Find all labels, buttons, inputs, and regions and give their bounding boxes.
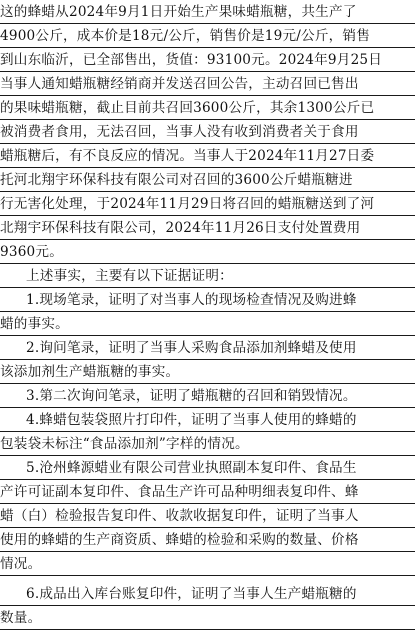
text-line-content: 北翔宇环保科技有限公司，2024年11月26日支付处置费用: [0, 220, 361, 236]
evidence-item: [0, 290, 415, 312]
text-line: [0, 98, 415, 120]
text-line-content: 4.蜂蜡包装袋照片打印件，证明了当事人使用的蜂蜡的: [26, 412, 357, 428]
text-line-content: 包装袋未标注“食品添加剂”字样的情况。: [0, 436, 249, 452]
text-line: [0, 482, 415, 504]
text-line-content: 蜡瓶糖后，有不良反应的情况。当事人于2024年11月27日委: [0, 148, 375, 164]
text-line: [0, 242, 415, 264]
text-line-content: 的果味蜡瓶糖，截止目前共召回3600公斤，其余1300公斤已: [0, 100, 375, 116]
text-line-content: 当事人通知蜡瓶糖经销商并发送召回公告，主动召回已售出: [0, 76, 359, 92]
text-line-content: 4900公斤，成本价是18元/公斤，销售价是19元/公斤，销售: [0, 28, 371, 44]
text-line-content: 6.成品出入库台账复印件，证明了当事人生产蜡瓶糖的: [26, 586, 357, 602]
text-line-content: 托河北翔宇环保科技有限公司对召回的3600公斤蜡瓶糖进: [0, 172, 353, 188]
text-line: [0, 74, 415, 96]
text-line-content: 蜡（白）检验报告复印件、收款收据复印件，证明了当事人: [0, 508, 359, 524]
text-line: [0, 608, 415, 630]
text-line-content: 该添加剂生产蜡瓶糖的事实。: [0, 364, 180, 380]
text-line-content: 5.沧州蜂源蜡业有限公司营业执照副本复印件、食品生: [26, 460, 357, 476]
text-line-content: 产许可证副本复印件、食品生产许可品种明细表复印件、蜂: [0, 484, 359, 500]
text-line: [0, 434, 415, 456]
text-line: [0, 146, 415, 168]
text-line: [0, 170, 415, 192]
text-line-content: 被消费者食用，无法召回，当事人没有收到消费者关于食用: [0, 124, 359, 140]
text-line: [0, 50, 415, 72]
text-line-content: 上述事实，主要有以下证据证明：: [26, 268, 233, 284]
text-line-content: 蜡的事实。: [0, 316, 69, 332]
text-line: [0, 122, 415, 144]
evidence-item: [0, 386, 415, 408]
text-line-content: 使用的蜂蜡的生产商资质、蜂蜡的检验和采购的数量、价格: [0, 532, 359, 548]
text-line: [0, 194, 415, 216]
text-line: [0, 266, 415, 288]
text-line: [0, 362, 415, 384]
evidence-item: [0, 338, 415, 360]
text-line: [0, 506, 415, 528]
text-line: [0, 530, 415, 552]
text-line-content: 这的蜂蜡从2024年9月1日开始生产果味蜡瓶糖，共生产了: [0, 4, 357, 20]
text-line: [0, 218, 415, 240]
text-line-content: 2.询问笔录，证明了当事人采购食品添加剂蜂蜡及使用: [26, 340, 357, 356]
text-line: [0, 554, 415, 576]
evidence-item: [0, 458, 415, 480]
evidence-item: [0, 584, 415, 606]
text-line: [0, 314, 415, 336]
text-line: [0, 2, 415, 24]
evidence-item: [0, 410, 415, 432]
text-line-content: 到山东临沂，已全部售出，货值：93100元。2024年9月25日: [0, 52, 383, 68]
text-line-content: 1.现场笔录，证明了对当事人的现场检查情况及购进蜂: [26, 292, 357, 308]
text-line-content: 3.第二次询问笔录，证明了蜡瓶糖的召回和销毁情况。: [26, 388, 357, 404]
text-line-content: 情况。: [0, 556, 42, 572]
text-line: [0, 26, 415, 48]
text-line-content: 行无害化处理，于2024年11月29日将召回的蜡瓶糖送到了河: [0, 196, 375, 212]
text-line-content: 数量。: [0, 610, 42, 626]
text-line-content: 9360元。: [0, 244, 63, 260]
